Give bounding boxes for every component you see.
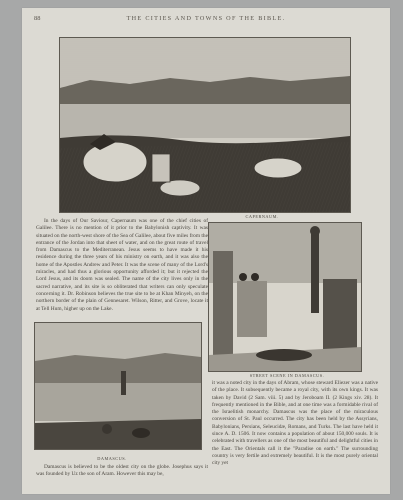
damascus-engraving xyxy=(34,322,202,450)
running-title: THE CITIES AND TOWNS OF THE BIBLE. xyxy=(126,15,286,22)
right-column-paragraph xyxy=(212,380,378,468)
capernaum-paragraph xyxy=(36,218,208,313)
capernaum-illustration xyxy=(60,38,350,212)
damascus-text: Damascus is believed to be the oldest city on the globe. Josephus says it was founded by Uz the son of Aram. However this may be, xyxy=(36,464,208,478)
street-scene-engraving xyxy=(208,222,362,372)
damascus-illustration xyxy=(35,323,201,449)
street-scene-illustration xyxy=(209,223,361,371)
right-column-text: it was a noted city in the days of Abram, whose steward Eliezer was a native of the place. It subsequently became a royal city, with its own kings. It was taken by David (2 Sam. viii. 5) and by Jeroboam II. (2 Kings xiv. 28). It frequently mentioned in the Bible, and at one time was a formidable rival of the Israelitish monarchy. Damascus was the place of the miraculous conversion of St. Paul occurred. The city has been held by the Assyrians, Babylonians, Persians, Seleucidæ, Romans, and Turks. The last have held it since A. D. 1506. It now contains a population of about 150,000 souls. It is celebrated with travellers as one of the most beautiful and delightful cities in the East. The Orientals call it the "Paradise on earth." The surrounding country is very fertile and extremely beautiful. It is the most purely oriental city yet xyxy=(212,380,378,467)
capernaum-caption: CAPERNAUM. xyxy=(245,214,279,219)
damascus-caption: DAMASCUS. xyxy=(97,456,127,461)
damascus-paragraph xyxy=(36,464,208,479)
book-page xyxy=(22,8,390,494)
capernaum-engraving xyxy=(59,37,351,213)
capernaum-text: In the days of Our Saviour, Capernaum was one of the chief cities of Galilee. There is no mention of it prior to the Babylonish captivity. It was situated on the north-west shore of the Sea of Galilee, about five miles from the entrance of the Jordan into that sheet of water, and on the great route of travel from Damascus to the Mediterranean. Jesus seems to have made it his residence during the three years of his ministry on earth, and it was also the home of the Apostles Andrew and Peter. It was the scene of many of the Lord's miracles, and had thus a glorious opportunity afforded it; but it rejected the Lord Jesus, and its doom was sealed. The name of the city lives only in the sacred narrative, and its site is so obliterated that writers can only speculate concerning it. Dr. Robinson believes the true site to be at Khan Minyeh, on the northern border of the plain of Gennesaret. Wilson, Ritter, and Grove, locate it at Tell Hum, higher up on the Lake. xyxy=(36,218,208,312)
page-number: 88 xyxy=(34,15,41,22)
street-scene-caption: STREET SCENE IN DAMASCUS. xyxy=(249,373,325,378)
